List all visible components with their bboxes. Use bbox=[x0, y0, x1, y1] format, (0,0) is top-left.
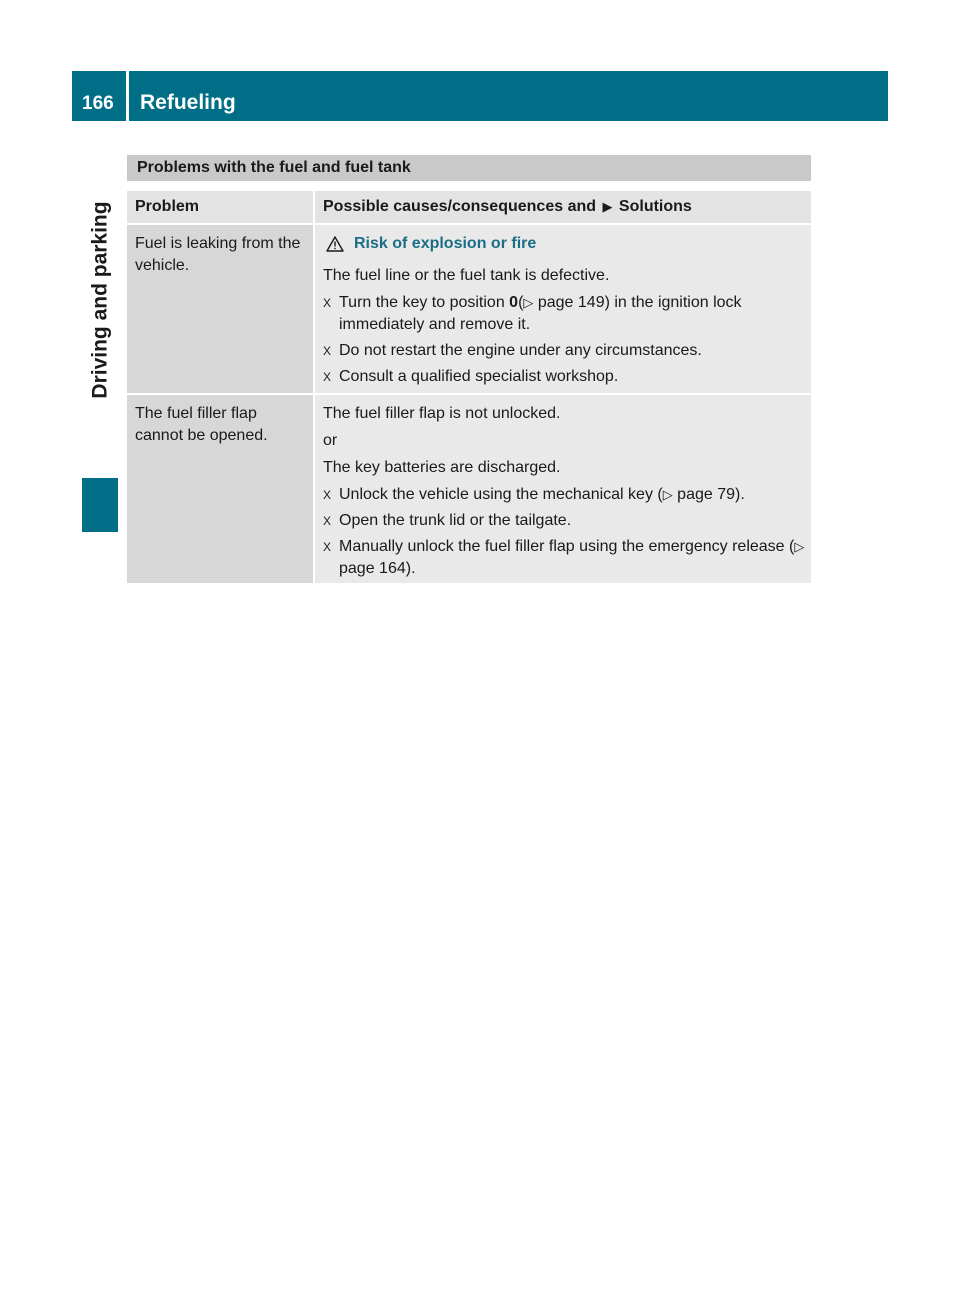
column-header-solutions bbox=[315, 191, 811, 223]
table-title: Problems with the fuel and fuel tank bbox=[127, 155, 811, 181]
warning-line bbox=[323, 233, 805, 255]
step-item bbox=[323, 366, 805, 388]
step-text-a: Manually unlock the fuel filler flap using the emergency release ( bbox=[339, 538, 795, 555]
page-number: 166 bbox=[82, 93, 114, 114]
step-text-c: ( bbox=[518, 294, 524, 311]
step-arrow-icon: X bbox=[323, 370, 332, 384]
side-chapter-label-text: Driving and parking bbox=[89, 201, 113, 399]
column-header-solutions-text-a: Possible causes/consequences and bbox=[323, 198, 597, 215]
step-text-b: page 164). bbox=[339, 560, 416, 577]
step-text: Consult a qualified specialist workshop. bbox=[339, 368, 619, 385]
step-arrow-icon: X bbox=[323, 488, 332, 502]
step-text bbox=[339, 536, 805, 580]
header-divider bbox=[126, 71, 129, 121]
column-header-problem bbox=[127, 191, 313, 223]
page-ref-icon: ▷ bbox=[794, 539, 805, 554]
position-value: 0 bbox=[509, 294, 519, 311]
table-row-2-solution bbox=[315, 395, 811, 583]
step-item bbox=[323, 484, 805, 506]
step-arrow-icon: X bbox=[323, 514, 332, 528]
step-text: Do not restart the engine under any circumstances. bbox=[339, 342, 702, 359]
step-text: Open the trunk lid or the tailgate. bbox=[339, 512, 572, 529]
step-text bbox=[339, 292, 805, 336]
warning-text: Risk of explosion or fire bbox=[354, 235, 537, 252]
step-text bbox=[339, 484, 745, 506]
step-arrow-icon: X bbox=[323, 296, 332, 310]
step-item bbox=[323, 340, 805, 362]
step-item bbox=[323, 536, 805, 580]
cause-text: The fuel line or the fuel tank is defective. bbox=[323, 267, 610, 284]
page-ref-icon: ▷ bbox=[662, 487, 673, 502]
table-row-2-problem bbox=[127, 395, 313, 583]
step-text-a: Turn the key to position bbox=[339, 294, 505, 311]
step-item bbox=[323, 292, 805, 336]
table-row-1-problem bbox=[127, 225, 313, 393]
cause-text: The key batteries are discharged. bbox=[323, 459, 561, 476]
step-text-b: page 79). bbox=[672, 486, 745, 503]
column-header-solutions-text-b: Solutions bbox=[618, 198, 692, 215]
warning-triangle-icon bbox=[326, 236, 344, 252]
side-chapter-label bbox=[84, 130, 118, 470]
table-row-1-solution bbox=[315, 225, 811, 393]
or-text: or bbox=[323, 432, 338, 449]
step-text-d: page 149) in the ignition lock immediately and remove it. bbox=[339, 294, 742, 333]
cause-text: The fuel filler flap is not unlocked. bbox=[323, 405, 561, 422]
section-title: Refueling bbox=[140, 91, 236, 114]
solutions-arrow-icon: ▶ bbox=[602, 199, 613, 214]
step-arrow-icon: X bbox=[323, 540, 332, 554]
column-header-problem-text: Problem bbox=[135, 198, 200, 215]
step-text-a: Unlock the vehicle using the mechanical key ( bbox=[339, 486, 663, 503]
step-arrow-icon: X bbox=[323, 344, 332, 358]
step-item bbox=[323, 510, 805, 532]
page-ref-icon: ▷ bbox=[523, 295, 534, 310]
problem-text: The fuel filler flap cannot be opened. bbox=[135, 405, 268, 444]
side-chapter-marker bbox=[82, 478, 118, 532]
problem-text: Fuel is leaking from the vehicle. bbox=[135, 235, 301, 274]
